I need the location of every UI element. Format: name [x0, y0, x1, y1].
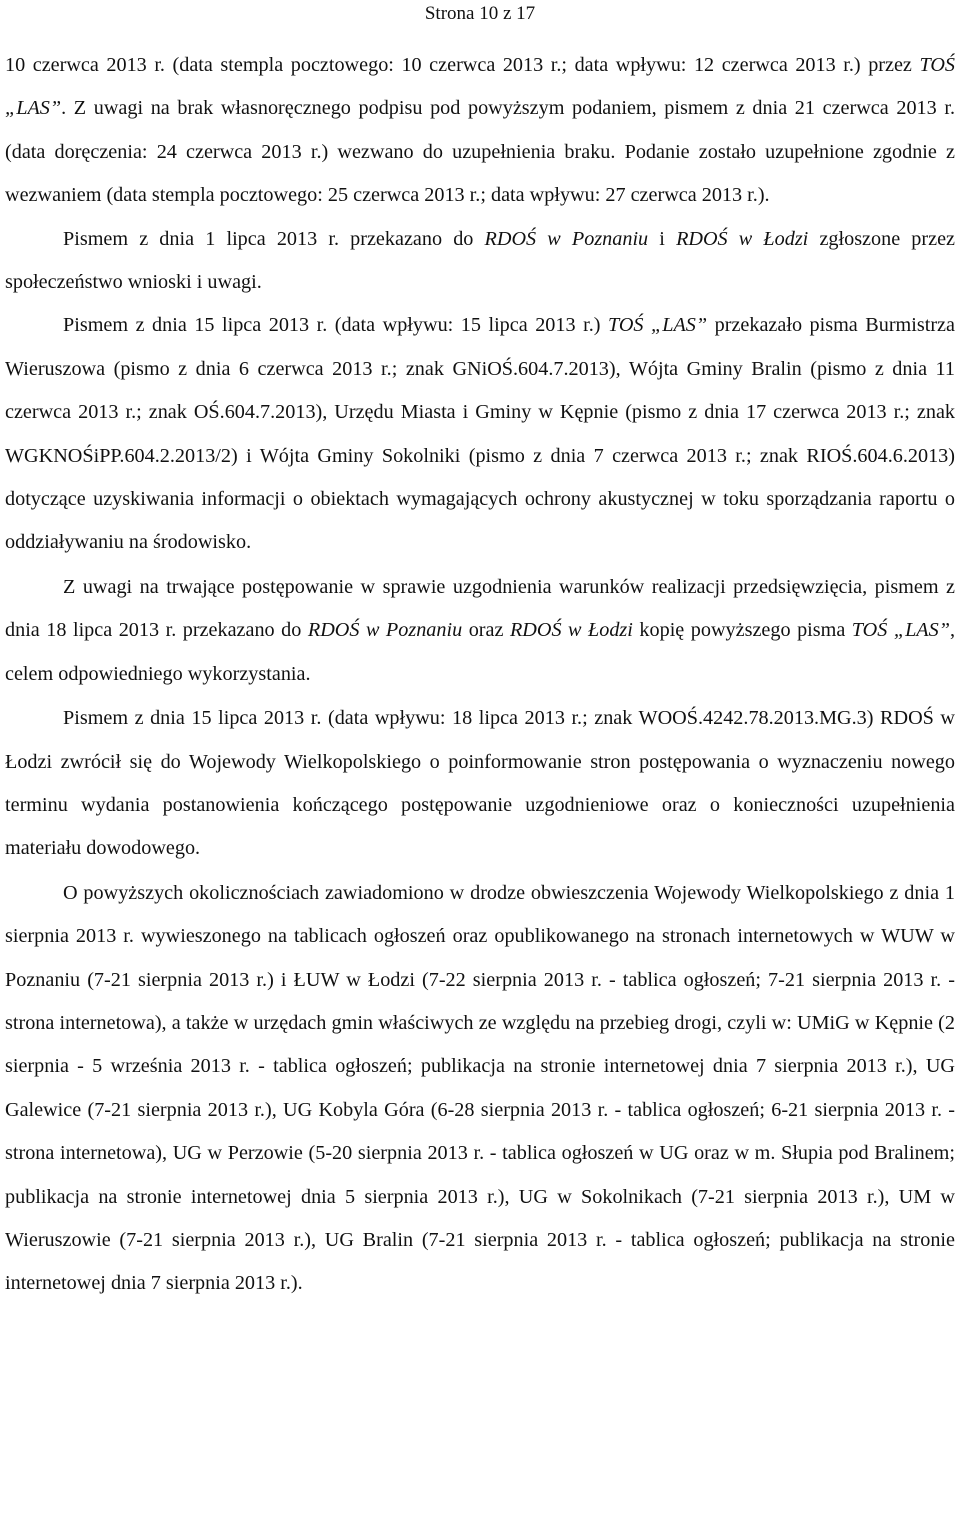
italic-name: TOŚ „LAS”: [5, 54, 955, 120]
paragraph-5: [5, 697, 955, 871]
paragraph-2: [5, 218, 955, 305]
text-run: i: [648, 227, 677, 250]
paragraph-4: [5, 566, 955, 696]
text-run: Pismem z dnia 15 lipca 2013 r. (data wpływu: 18 lipca 2013 r.; znak WOOŚ.4242.78.2013.MG.3) RDOŚ w Łodzi zwrócił się do Wojewody Wielkopolskiego o poinformowanie stron postępowania o wyznaczeniu nowego terminu wydania postanowienia kończącego postępowanie uzgodnieniowe oraz o konieczności uzupełnienia materiału dowodowego.: [5, 707, 955, 860]
text-run: . Z uwagi na brak własnoręcznego podpisu pod powyższym podaniem, pismem z dnia 21 czerwca 2013 r. (data doręczenia: 24 czerwca 2013 r.) wezwano do uzupełnienia braku. Podanie zostało uzupełnione zgodnie z wezwaniem (data stempla pocztowego: 25 czerwca 2013 r.; data wpływu: 27 czerwca 2013 r.).: [5, 97, 955, 207]
text-run: Pismem z dnia 1 lipca 2013 r. przekazano do: [63, 227, 485, 250]
text-run: , celem odpowiedniego wykorzystania.: [5, 619, 955, 685]
text-run: 10 czerwca 2013 r. (data stempla pocztowego: 10 czerwca 2013 r.; data wpływu: 12 czerwca 2013 r.) przez: [5, 54, 920, 76]
italic-name: RDOŚ w Łodzi: [676, 227, 809, 250]
text-run: O powyższych okolicznościach zawiadomiono w drodze obwieszczenia Wojewody Wielkopolskiego z dnia 1 sierpnia 2013 r. wywieszonego na tablicach ogłoszeń oraz opublikowanego na stronach internetowych w WUW w Poznaniu (7-21 sierpnia 2013 r.) i ŁUW w Łodzi (7-22 sierpnia 2013 r. - tablica ogłoszeń; 7-21 sierpnia 2013 r. - strona internetowa), a także w urzędach gmin właściwych ze względu na przebieg drogi, czyli w: UMiG w Kępnie (2 sierpnia - 5 września 2013 r. - tablica ogłoszeń; publikacja na stronie internetowej dnia 7 sierpnia 2013 r.), UG Galewice (7-21 sierpnia 2013 r.), UG Kobyla Góra (6-28 sierpnia 2013 r. - tablica ogłoszeń; 6-21 sierpnia 2013 r. - strona internetowa), UG w Perzowie (5-20 sierpnia 2013 r. - tablica ogłoszeń w UG oraz w m. Słupia pod Bralinem; publikacja na stronie internetowej dnia 5 sierpnia 2013 r.), UG w Sokolnikach (7-21 sierpnia 2013 r.), UM w Wieruszowie (7-21 sierpnia 2013 r.), UG Bralin (7-21 sierpnia 2013 r. - tablica ogłoszeń; publikacja na stronie internetowej dnia 7 sierpnia 2013 r.).: [5, 881, 955, 1295]
text-run: Z uwagi na trwające postępowanie w sprawie uzgodnienia warunków realizacji przedsięwzięcia, pismem z dnia 18 lipca 2013 r. przekazano do: [5, 575, 955, 642]
italic-name: TOŚ „LAS”: [607, 314, 708, 337]
italic-name: RDOŚ w Poznaniu: [307, 619, 463, 642]
italic-name: RDOŚ w Poznaniu: [484, 227, 649, 250]
italic-name: RDOŚ w Łodzi: [509, 619, 633, 642]
text-run: Pismem z dnia 15 lipca 2013 r. (data wpływu: 15 lipca 2013 r.): [63, 314, 608, 337]
italic-name: TOŚ „LAS”: [851, 619, 950, 642]
text-run: kopię powyższego pisma: [632, 619, 852, 642]
text-run: oraz: [462, 619, 510, 642]
paragraph-6: [5, 872, 955, 1306]
text-run: przekazało pisma Burmistrza Wieruszowa (pismo z dnia 6 czerwca 2013 r.; znak GNiOŚ.604.7.2013), Wójta Gminy Bralin (pismo z dnia 11 czerwca 2013 r.; znak OŚ.604.7.2013), Urzędu Miasta i Gminy w Kępnie (pismo z dnia 17 czerwca 2013 r.; znak WGKNOŚiPP.604.2.2013/2) i Wójta Gminy Sokolniki (pismo z dnia 7 czerwca 2013 r.; znak RIOŚ.604.6.2013) dotyczące uzyskiwania informacji o obiektach wymagających ochrony akustycznej w toku sporządzania raportu o oddziaływaniu na środowisko.: [5, 314, 955, 554]
paragraph-1: [5, 44, 955, 218]
page-number: Strona 10 z 17: [424, 3, 536, 24]
text-run: zgłoszone przez społeczeństwo wnioski i uwagi.: [5, 227, 956, 294]
paragraph-3: [5, 304, 955, 564]
